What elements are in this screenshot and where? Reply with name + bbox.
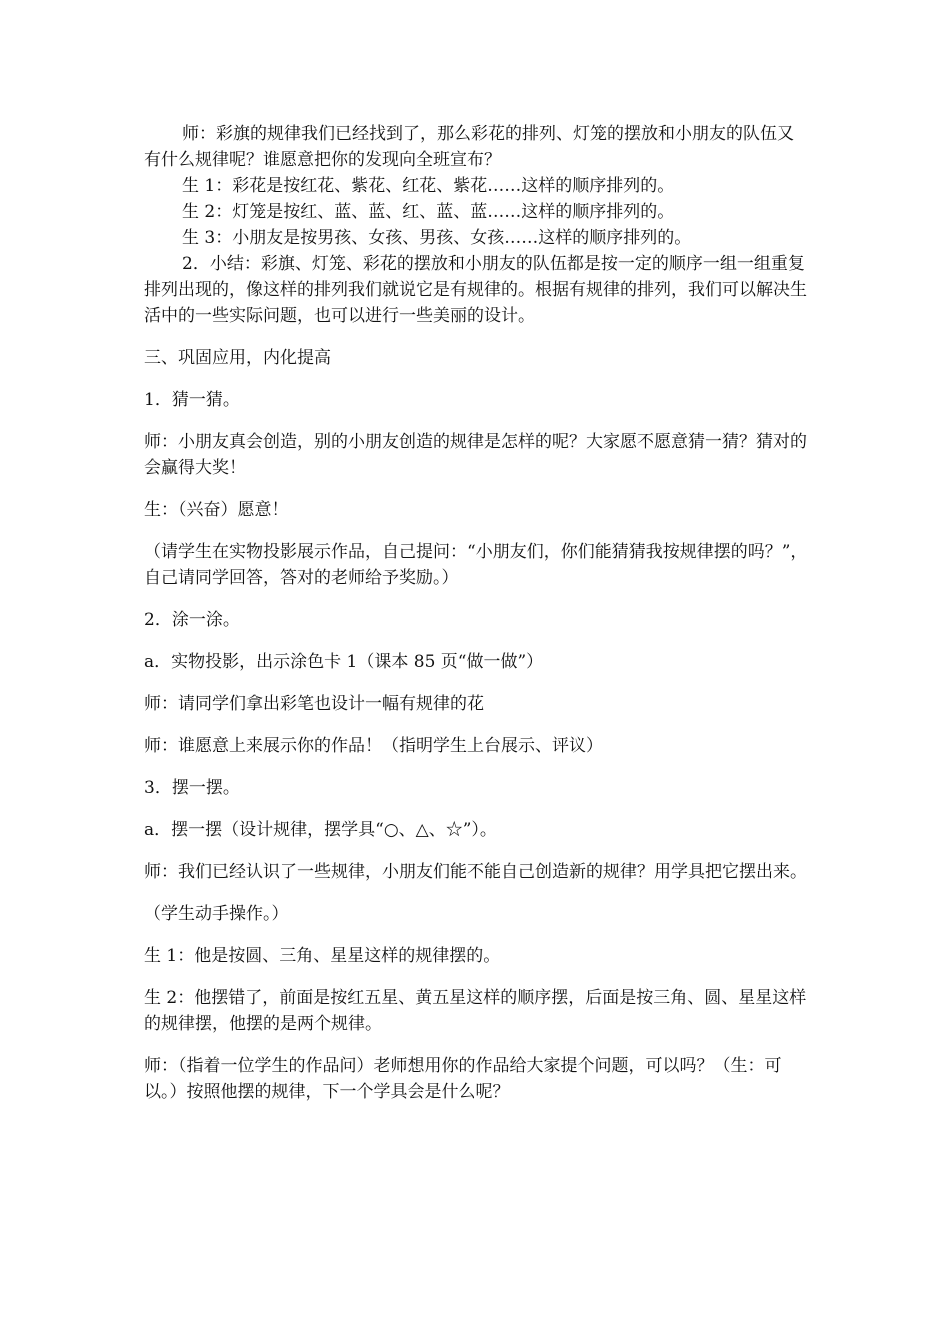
paragraph-student-2-pattern: 生 2：他摆错了，前面是按红五星、黄五星这样的顺序摆，后面是按三角、圆、星星这样的规律摆，他摆的是两个规律。 [144,988,807,1034]
document-page [144,121,809,1105]
paragraph-teacher-design: 师：请同学们拿出彩笔也设计一幅有规律的花 [144,694,484,714]
paragraph-teacher-question: 师：彩旗的规律我们已经找到了，那么彩花的排列、灯笼的摆放和小朋友的队伍又有什么规律呢？谁愿意把你的发现向全班宣布？ [144,124,794,170]
paragraph-student-1: 生 1：彩花是按红花、紫花、红花、紫花……这样的顺序排列的。 [182,176,675,196]
paragraph-student-3: 生 3：小朋友是按男孩、女孩、男孩、女孩……这样的顺序排列的。 [182,228,692,248]
paragraph-student-operate: （学生动手操作。） [144,904,289,924]
paragraph-instruction: （请学生在实物投影展示作品，自己提问：“小朋友们，你们能猜猜我按规律摆的吗？”，自己请同学回答，答对的老师给予奖励。） [144,542,808,588]
paragraph-teacher-show: 师：谁愿意上来展示你的作品！（指明学生上台展示、评议） [144,736,603,756]
paragraph-student-2: 生 2：灯笼是按红、蓝、蓝、红、蓝、蓝……这样的顺序排列的。 [182,202,675,222]
section-heading: 三、巩固应用，内化提高 [144,348,331,368]
subheading-guess: 1．猜一猜。 [144,390,240,410]
paragraph-teacher-next: 师：（指着一位学生的作品问）老师想用你的作品给大家提个问题，可以吗？（生：可以。）按照他摆的规律，下一个学具会是什么呢？ [144,1056,782,1102]
paragraph-teacher-guess: 师：小朋友真会创造，别的小朋友创造的规律是怎样的呢？大家愿不愿意猜一猜？猜对的会赢得大奖！ [144,432,807,478]
paragraph-student-answer: 生：（兴奋）愿意！ [144,500,289,520]
paragraph-arrange-task: a．摆一摆（设计规律，摆学具“○、△、☆”）。 [144,820,497,840]
paragraph-student-1-pattern: 生 1：他是按圆、三角、星星这样的规律摆的。 [144,946,501,966]
paragraph-summary: 2．小结：彩旗、灯笼、彩花的摆放和小朋友的队伍都是按一定的顺序一组一组重复排列出现的，像这样的排列我们就说它是有规律的。根据有规律的排列，我们可以解决生活中的一些实际问题，也可以进行一些美丽的设计。 [144,254,807,326]
subheading-arrange: 3．摆一摆。 [144,778,240,798]
paragraph-teacher-create: 师：我们已经认识了一些规律，小朋友们能不能自己创造新的规律？用学具把它摆出来。 [144,862,807,882]
subheading-color: 2．涂一涂。 [144,610,240,630]
paragraph-projection: a．实物投影，出示涂色卡 1（课本 85 页“做一做”） [144,652,544,672]
